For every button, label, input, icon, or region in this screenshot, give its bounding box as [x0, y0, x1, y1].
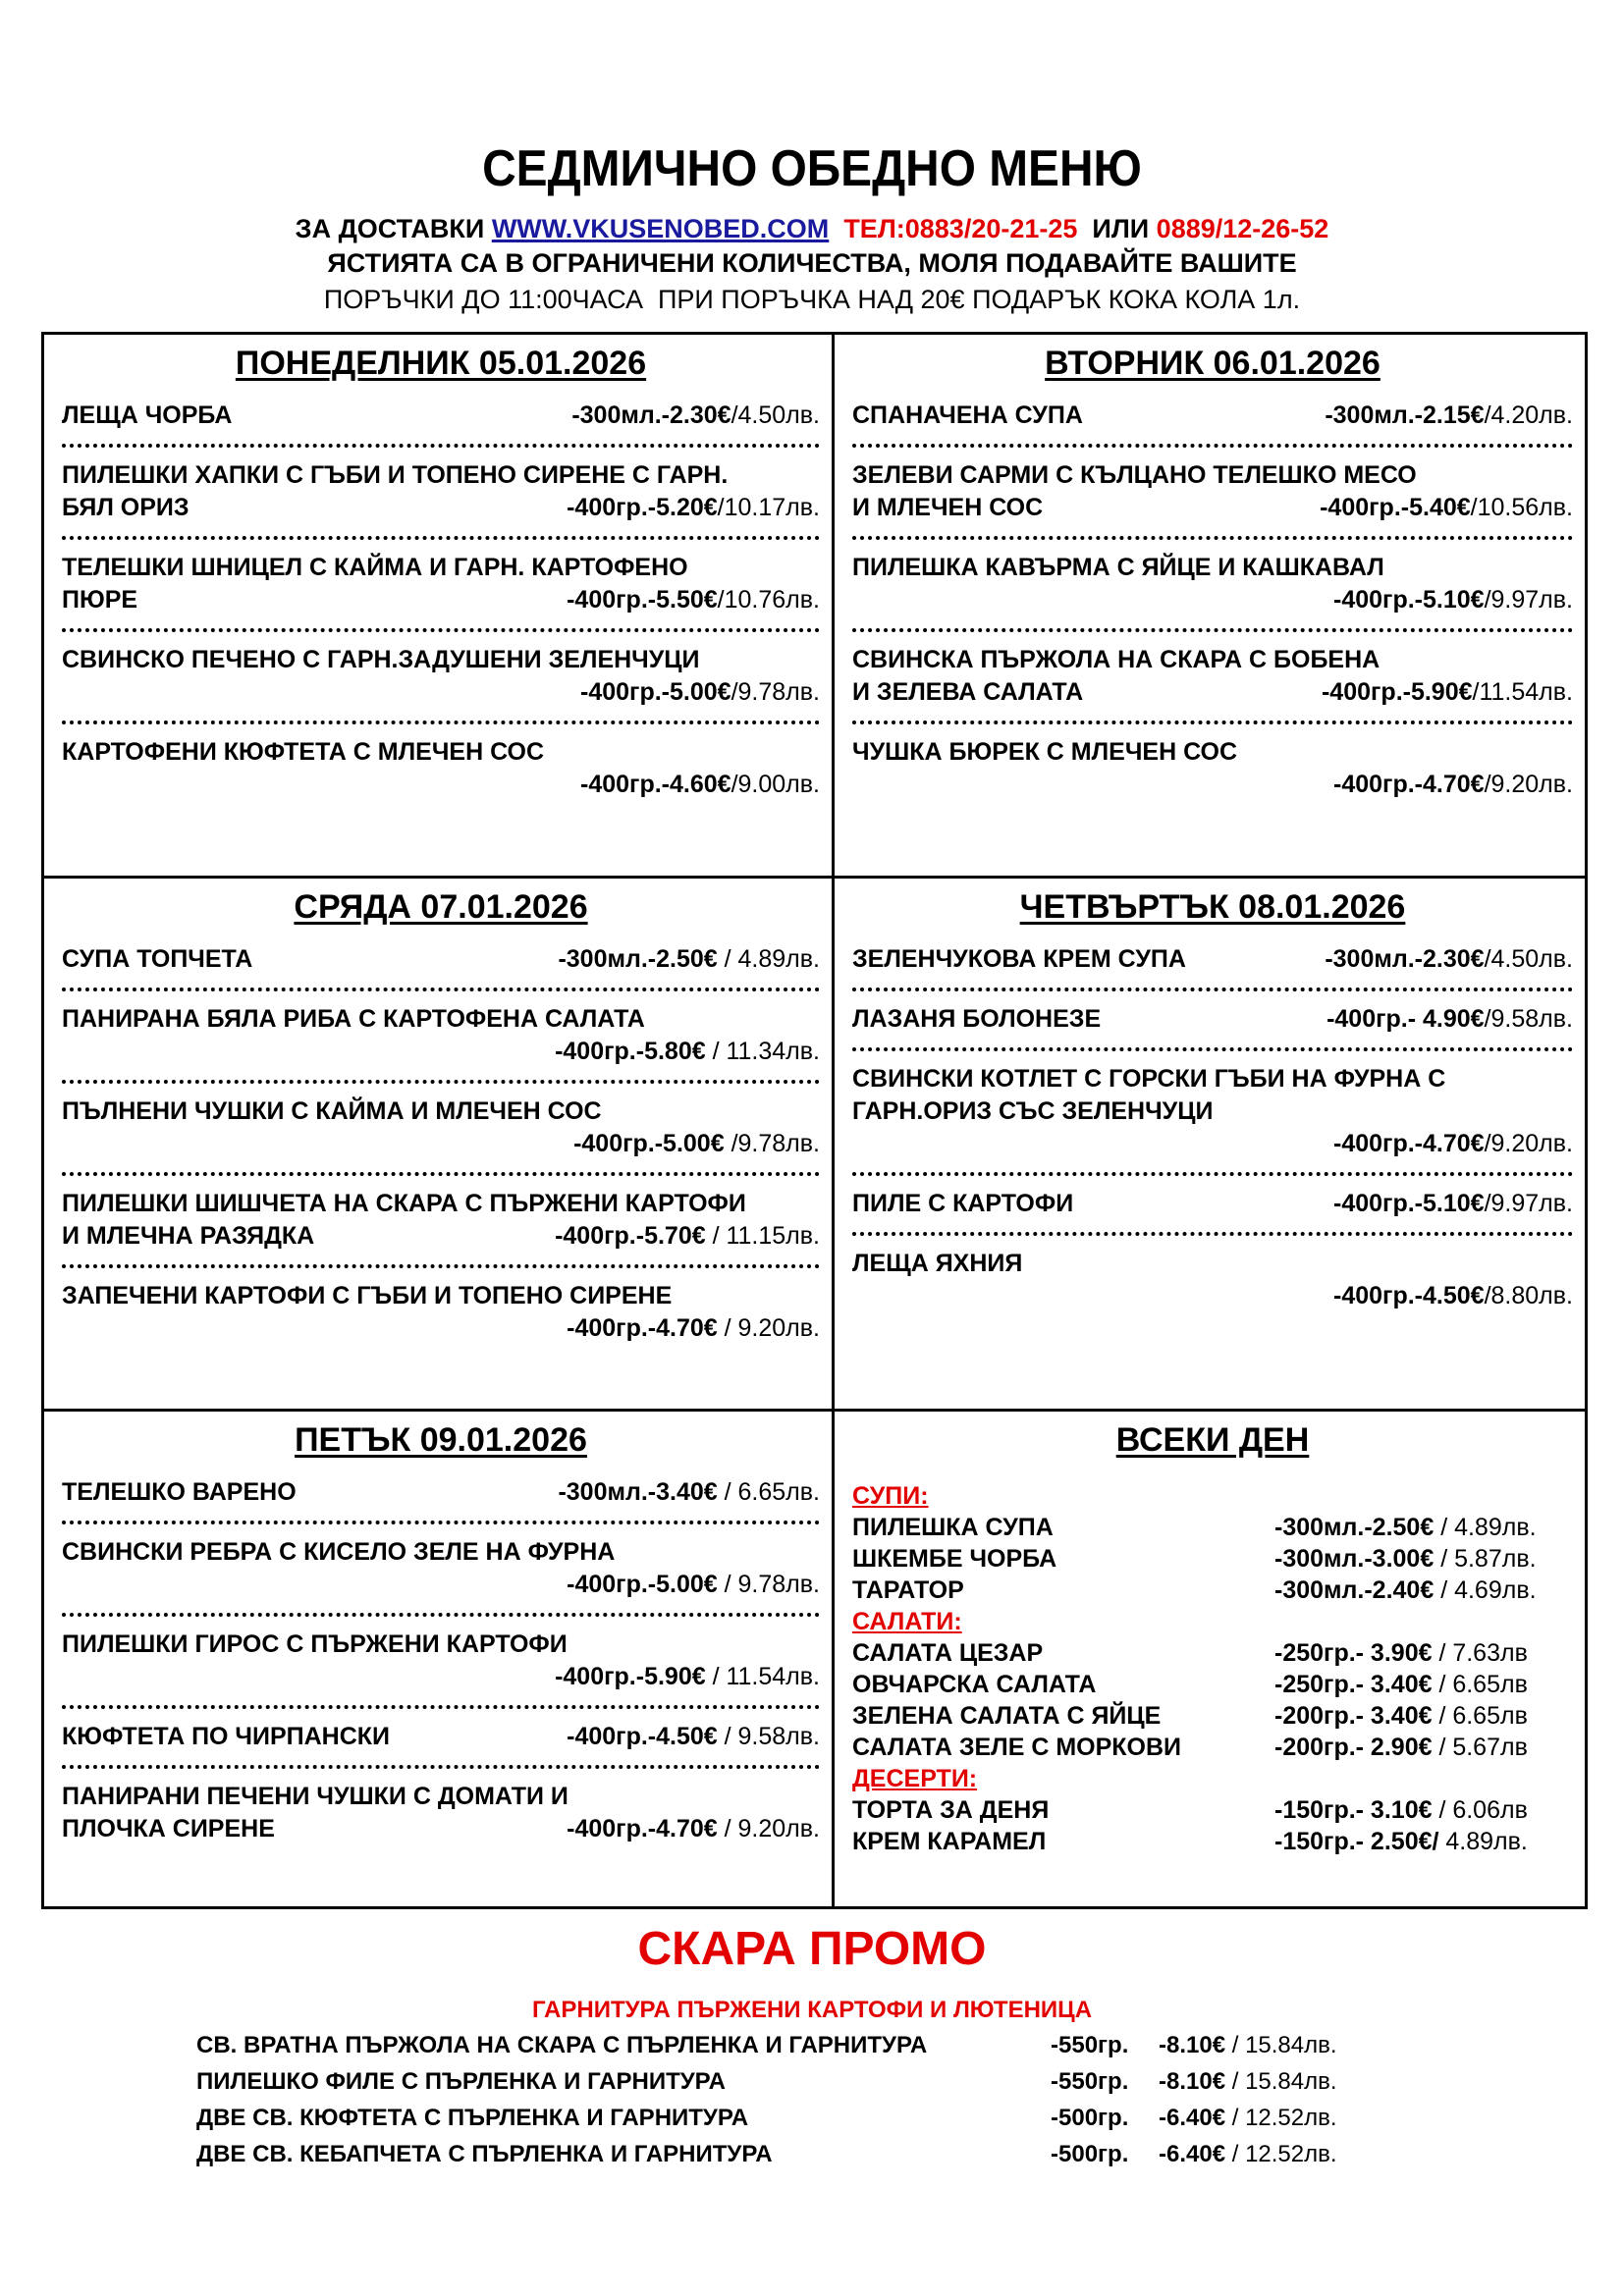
every-day-item — [852, 1794, 1573, 1826]
item-price — [1274, 1732, 1528, 1763]
price-euro: -150гр.- 3.10€ — [1274, 1796, 1433, 1824]
menu-item — [852, 943, 1573, 976]
menu-item — [62, 1095, 820, 1160]
item-line — [62, 1128, 820, 1160]
item-price — [1326, 1003, 1573, 1036]
every-day-list — [852, 1480, 1573, 1857]
item-name: СВИНСКО ПЕЧЕНО С ГАРН.ЗАДУШЕНИ ЗЕЛЕНЧУЦИ — [62, 646, 700, 673]
item-price — [555, 1661, 820, 1693]
dotted-separator — [852, 444, 1573, 448]
item-price — [1333, 584, 1573, 616]
menu-item — [852, 736, 1573, 801]
every-day-item — [852, 1512, 1573, 1543]
price-leva: /11.54лв. — [1472, 678, 1573, 706]
dotted-separator — [852, 988, 1573, 991]
menu-item — [62, 1536, 820, 1601]
item-name: ПЪЛНЕНИ ЧУШКИ С КАЙМА И МЛЕЧЕН СОС — [62, 1097, 602, 1125]
price-euro: -300мл.-2.50€ — [558, 945, 718, 973]
item-name: ТЕЛЕШКО ВАРЕНО — [62, 1478, 297, 1506]
promo-item-price — [1159, 2068, 1337, 2096]
item-name-cont: БЯЛ ОРИЗ — [62, 494, 189, 521]
dotted-separator — [852, 1172, 1573, 1176]
dotted-separator — [852, 536, 1573, 540]
day-items — [62, 943, 820, 1345]
price-euro: -300мл.-2.30€ — [1325, 945, 1485, 973]
day-title: ЧЕТВЪРТЪК 08.01.2026 — [1019, 888, 1406, 926]
item-line — [62, 1312, 820, 1345]
price-leva: / 9.20лв. — [717, 1314, 820, 1342]
price-leva: 4.89лв. — [1438, 1828, 1528, 1855]
item-line — [62, 1661, 820, 1693]
item-name: ЛЕЩА ЯХНИЯ — [852, 1250, 1023, 1277]
item-name: КРЕМ КАРАМЕЛ — [852, 1828, 1047, 1855]
promo-item-weight: -550гр. — [1051, 2032, 1129, 2058]
day-items — [852, 400, 1573, 801]
day-items — [62, 400, 820, 801]
promo-item-name: ДВЕ СВ. КЕБАПЧЕТА С ПЪРЛЕНКА И ГАРНИТУРА — [196, 2141, 773, 2167]
promo-title: СКАРА ПРОМО — [637, 1923, 987, 1975]
price-euro: -300мл.-2.50€ — [1274, 1514, 1435, 1541]
price-leva: / 9.78лв. — [717, 1571, 820, 1598]
item-price — [1274, 1637, 1528, 1669]
item-name: СВИНСКА ПЪРЖОЛА НА СКАРА С БОБЕНА — [852, 646, 1380, 673]
price-leva: /4.50лв. — [1484, 945, 1573, 973]
item-name: ЗАПЕЧЕНИ КАРТОФИ С ГЪБИ И ТОПЕНО СИРЕНЕ — [62, 1282, 673, 1309]
item-name: СВИНСКИ КОТЛЕТ С ГОРСКИ ГЪБИ НА ФУРНА С — [852, 1065, 1446, 1093]
menu-item — [852, 1003, 1573, 1036]
promo-item-price — [1159, 2141, 1337, 2168]
menu-item — [852, 1188, 1573, 1220]
promo-item — [196, 2032, 1473, 2059]
price-euro: -400гр.-5.10€ — [1333, 1190, 1485, 1217]
promo-item — [196, 2068, 1473, 2096]
item-price — [580, 769, 820, 801]
price-euro: -250гр.- 3.90€ — [1274, 1639, 1433, 1667]
price-leva: / 4.89лв. — [717, 945, 820, 973]
price-euro: -400гр.-4.60€ — [580, 771, 731, 798]
menu-item — [852, 1248, 1573, 1312]
menu-item — [852, 400, 1573, 432]
item-line — [62, 1721, 820, 1753]
dotted-separator — [62, 1705, 820, 1709]
dotted-separator — [62, 1264, 820, 1268]
or-label: ИЛИ — [1077, 214, 1157, 243]
promo-item-weight: -500гр. — [1051, 2141, 1129, 2167]
price-leva: / 4.69лв. — [1434, 1576, 1537, 1604]
promo-item-name: СВ. ВРАТНА ПЪРЖОЛА НА СКАРА С ПЪРЛЕНКА И ГАРНИТУРА — [196, 2032, 928, 2058]
price-leva: / 12.52лв. — [1225, 2141, 1337, 2167]
item-name: СВИНСКИ РЕБРА С КИСЕЛО ЗЕЛЕ НА ФУРНА — [62, 1538, 616, 1566]
item-name: ПИЛЕШКА КАВЪРМА С ЯЙЦЕ И КАШКАВАЛ — [852, 554, 1384, 581]
price-leva: /9.78лв. — [731, 678, 820, 706]
item-price — [1333, 1128, 1573, 1160]
item-name: ПИЛЕШКИ ГИРОС С ПЪРЖЕНИ КАРТОФИ — [62, 1630, 568, 1658]
item-name: СПАНАЧЕНА СУПА — [852, 401, 1083, 429]
item-name: КАРТОФЕНИ КЮФТЕТА С МЛЕЧЕН СОС — [62, 738, 545, 766]
price-euro: -6.40€ — [1159, 2105, 1226, 2131]
menu-item — [852, 644, 1573, 709]
dotted-separator — [62, 1765, 820, 1769]
promo-subtitle: ГАРНИТУРА ПЪРЖЕНИ КАРТОФИ И ЛЮТЕНИЦА — [531, 1997, 1093, 2023]
promo-item-weight: -500гр. — [1051, 2105, 1129, 2131]
price-euro: -150гр.- 2.50€/ — [1274, 1828, 1439, 1855]
category-label: ДЕСЕРТИ: — [852, 1765, 978, 1792]
menu-item — [62, 1003, 820, 1068]
price-euro: -400гр.-5.40€ — [1320, 494, 1471, 521]
price-leva: / 4.89лв. — [1434, 1514, 1537, 1541]
item-price — [555, 1220, 820, 1253]
item-line — [852, 1128, 1573, 1160]
item-price — [567, 1312, 820, 1345]
every-day-title: ВСЕКИ ДЕН — [1115, 1421, 1310, 1459]
price-leva: /10.17лв. — [717, 494, 820, 521]
price-euro: -400гр.-5.00€ — [573, 1130, 725, 1157]
notice-line-1: ЯСТИЯТА СА В ОГРАНИЧЕНИ КОЛИЧЕСТВА, МОЛЯ ПОДАВАЙТЕ ВАШИТЕ — [327, 248, 1297, 278]
item-price — [1274, 1575, 1537, 1606]
dotted-separator — [852, 1047, 1573, 1051]
dotted-separator — [62, 444, 820, 448]
price-euro: -300мл.-3.00€ — [1274, 1545, 1435, 1573]
menu-item — [62, 1721, 820, 1753]
dotted-separator — [62, 536, 820, 540]
price-euro: -400гр.- 4.90€ — [1326, 1005, 1485, 1033]
item-line — [62, 676, 820, 709]
item-name: ТОРТА ЗА ДЕНЯ — [852, 1796, 1050, 1824]
price-leva: /4.50лв. — [731, 401, 820, 429]
price-leva: / 5.67лв — [1432, 1734, 1528, 1761]
item-line — [852, 1188, 1573, 1220]
item-price — [558, 1476, 820, 1509]
price-euro: -300мл.-2.15€ — [1325, 401, 1485, 429]
dotted-separator — [62, 1172, 820, 1176]
item-name: ПАНИРАНИ ПЕЧЕНИ ЧУШКИ С ДОМАТИ И — [62, 1783, 568, 1810]
item-name: САЛАТА ЦЕЗАР — [852, 1639, 1044, 1667]
item-price — [1274, 1700, 1528, 1732]
item-price — [571, 400, 820, 432]
price-euro: -8.10€ — [1159, 2068, 1226, 2095]
price-leva: /9.97лв. — [1484, 586, 1573, 614]
dotted-separator — [852, 628, 1573, 632]
price-leva: /9.97лв. — [1484, 1190, 1573, 1217]
item-name: ШКЕМБЕ ЧОРБА — [852, 1545, 1057, 1573]
category-label: САЛАТИ: — [852, 1608, 962, 1635]
delivery-line — [0, 214, 1624, 244]
item-price — [558, 943, 820, 976]
item-name: САЛАТА ЗЕЛЕ С МОРКОВИ — [852, 1734, 1182, 1761]
price-euro: -400гр.-4.70€ — [1333, 1130, 1485, 1157]
item-name-cont: И МЛЕЧЕН СОС — [852, 494, 1044, 521]
price-leva: / 11.34лв. — [705, 1038, 820, 1065]
menu-item — [62, 943, 820, 976]
day-title: ПЕТЪК 09.01.2026 — [295, 1421, 587, 1459]
price-leva: /4.20лв. — [1484, 401, 1573, 429]
every-day-item — [852, 1575, 1573, 1606]
price-leva: / 7.63лв — [1432, 1639, 1528, 1667]
day-thursday — [835, 879, 1585, 1409]
day-title: СРЯДА 07.01.2026 — [294, 888, 588, 926]
menu-item — [62, 400, 820, 432]
item-line — [62, 492, 820, 524]
item-name: ПИЛЕШКИ ХАПКИ С ГЪБИ И ТОПЕНО СИРЕНЕ С ГАРН. — [62, 461, 729, 489]
menu-item — [62, 552, 820, 616]
every-day-item — [852, 1826, 1573, 1857]
phone-1[interactable]: ТЕЛ:0883/20-21-25 — [829, 214, 1078, 243]
menu-item — [62, 459, 820, 524]
item-name: ОВЧАРСКА САЛАТА — [852, 1671, 1097, 1698]
menu-item — [62, 1629, 820, 1693]
item-line — [852, 492, 1573, 524]
day-title: ВТОРНИК 06.01.2026 — [1045, 345, 1380, 382]
price-euro: -400гр.-5.90€ — [1321, 678, 1473, 706]
day-wednesday — [44, 879, 832, 1409]
price-euro: -400гр.-4.50€ — [1333, 1282, 1485, 1309]
promo-item — [196, 2141, 1473, 2168]
menu-item — [852, 552, 1573, 616]
item-line — [62, 584, 820, 616]
price-leva: / 9.58лв. — [717, 1723, 820, 1750]
price-leva: /9.00лв. — [731, 771, 820, 798]
item-line — [62, 1220, 820, 1253]
every-day-item — [852, 1669, 1573, 1700]
item-name: ПИЛЕ С КАРТОФИ — [852, 1190, 1074, 1217]
item-line — [62, 400, 820, 432]
price-euro: -400гр.-4.50€ — [567, 1723, 718, 1750]
item-line — [852, 676, 1573, 709]
price-euro: -250гр.- 3.40€ — [1274, 1671, 1433, 1698]
item-price — [567, 584, 820, 616]
item-price — [567, 1813, 820, 1845]
menu-item — [62, 1781, 820, 1845]
category-label: СУПИ: — [852, 1482, 929, 1510]
menu-item — [852, 1063, 1573, 1160]
every-day-item — [852, 1700, 1573, 1732]
price-euro: -6.40€ — [1159, 2141, 1226, 2167]
item-price — [1322, 676, 1573, 709]
menu-item — [62, 1280, 820, 1345]
menu-item — [62, 1188, 820, 1253]
price-euro: -200гр.- 3.40€ — [1274, 1702, 1433, 1730]
price-euro: -400гр.-5.00€ — [580, 678, 731, 706]
item-name-cont: И ЗЕЛЕВА САЛАТА — [852, 678, 1084, 706]
price-leva: / 15.84лв. — [1225, 2068, 1337, 2095]
price-leva: /8.80лв. — [1484, 1282, 1573, 1309]
item-name: ЗЕЛЕВИ САРМИ С КЪЛЦАНО ТЕЛЕШКО МЕСО — [852, 461, 1417, 489]
item-name-cont: ГАРН.ОРИЗ СЪС ЗЕЛЕНЧУЦИ — [852, 1097, 1214, 1125]
promo-item-price — [1159, 2032, 1337, 2059]
item-price — [1333, 1280, 1573, 1312]
price-leva: /9.78лв. — [724, 1130, 820, 1157]
price-euro: -300мл.-3.40€ — [558, 1478, 718, 1506]
item-price — [555, 1036, 820, 1068]
price-leva: / 11.54лв. — [705, 1663, 820, 1690]
promo-item — [196, 2105, 1473, 2132]
item-line — [852, 1003, 1573, 1036]
item-line — [852, 769, 1573, 801]
dotted-separator — [852, 1232, 1573, 1236]
dotted-separator — [62, 721, 820, 724]
price-leva: / 9.20лв. — [717, 1815, 820, 1842]
item-line — [852, 943, 1573, 976]
item-name: СУПА ТОПЧЕТА — [62, 945, 253, 973]
price-leva: /9.58лв. — [1484, 1005, 1573, 1033]
promo-item-name: ПИЛЕШКО ФИЛЕ С ПЪРЛЕНКА И ГАРНИТУРА — [196, 2068, 726, 2095]
price-leva: / 11.15лв. — [705, 1222, 820, 1250]
dotted-separator — [852, 721, 1573, 724]
page-title: СЕДМИЧНО ОБЕДНО МЕНЮ — [482, 140, 1142, 197]
promo-item-price — [1159, 2105, 1337, 2132]
price-leva: / 15.84лв. — [1225, 2032, 1337, 2058]
price-euro: -400гр.-5.80€ — [555, 1038, 706, 1065]
item-price — [1333, 769, 1573, 801]
dotted-separator — [62, 1080, 820, 1084]
price-euro: -400гр.-5.20€ — [567, 494, 718, 521]
item-name: ТЕЛЕШКИ ШНИЦЕЛ С КАЙМА И ГАРН. КАРТОФЕНО — [62, 554, 688, 581]
price-euro: -400гр.-5.50€ — [567, 586, 718, 614]
price-euro: -300мл.-2.30€ — [571, 401, 731, 429]
every-day-item — [852, 1637, 1573, 1669]
price-euro: -400гр.-4.70€ — [567, 1314, 718, 1342]
item-line — [62, 943, 820, 976]
price-leva: / 6.65лв — [1432, 1702, 1528, 1730]
item-price — [1274, 1543, 1537, 1575]
item-price — [1274, 1512, 1537, 1543]
item-price — [1333, 1188, 1573, 1220]
item-price — [567, 492, 820, 524]
item-price — [1274, 1826, 1528, 1857]
price-euro: -400гр.-4.70€ — [567, 1815, 718, 1842]
item-price — [567, 1721, 820, 1753]
day-monday — [44, 335, 832, 876]
dotted-separator — [62, 1521, 820, 1524]
price-leva: / 12.52лв. — [1225, 2105, 1337, 2131]
notice-line-2: ПОРЪЧКИ ДО 11:00ЧАСА ПРИ ПОРЪЧКА НАД 20€ ПОДАРЪК КОКА КОЛА 1л. — [323, 285, 1301, 314]
price-euro: -400гр.-5.70€ — [555, 1222, 706, 1250]
item-price — [1325, 943, 1573, 976]
day-items — [852, 943, 1573, 1312]
item-price — [1325, 400, 1573, 432]
item-name-cont: И МЛЕЧНА РАЗЯДКА — [62, 1222, 315, 1250]
price-euro: -400гр.-5.90€ — [555, 1663, 706, 1690]
item-name: ЛАЗАНЯ БОЛОНЕЗЕ — [852, 1005, 1102, 1033]
price-euro: -200гр.- 2.90€ — [1274, 1734, 1433, 1761]
item-line — [852, 1280, 1573, 1312]
price-leva: / 6.65лв — [1432, 1671, 1528, 1698]
item-price — [1274, 1669, 1528, 1700]
menu-item — [852, 459, 1573, 524]
item-name: ЧУШКА БЮРЕК С МЛЕЧЕН СОС — [852, 738, 1238, 766]
price-leva: /9.20лв. — [1484, 1130, 1573, 1157]
every-day-item — [852, 1732, 1573, 1763]
price-leva: /10.76лв. — [717, 586, 820, 614]
item-line — [852, 584, 1573, 616]
price-leva: / 6.06лв — [1432, 1796, 1528, 1824]
item-price — [1320, 492, 1573, 524]
item-line — [62, 1036, 820, 1068]
website-link[interactable]: WWW.VKUSENOBED.COM — [491, 214, 830, 243]
delivery-label: ЗА ДОСТАВКИ — [295, 214, 492, 243]
item-price — [580, 676, 820, 709]
day-friday — [44, 1412, 832, 1906]
item-line — [62, 769, 820, 801]
item-line — [62, 1813, 820, 1845]
menu-item — [62, 1476, 820, 1509]
day-title: ПОНЕДЕЛНИК 05.01.2026 — [235, 345, 647, 382]
item-name-cont: ПЮРЕ — [62, 586, 138, 614]
price-euro: -400гр.-4.70€ — [1333, 771, 1485, 798]
item-line — [852, 400, 1573, 432]
price-leva: /10.56лв. — [1470, 494, 1573, 521]
price-leva: /9.20лв. — [1484, 771, 1573, 798]
day-tuesday — [835, 335, 1585, 876]
item-name: КЮФТЕТА ПО ЧИРПАНСКИ — [62, 1723, 390, 1750]
item-price — [573, 1128, 820, 1160]
item-line — [62, 1569, 820, 1601]
price-leva: / 6.65лв. — [717, 1478, 820, 1506]
item-name-cont: ПЛОЧКА СИРЕНЕ — [62, 1815, 275, 1842]
price-euro: -8.10€ — [1159, 2032, 1226, 2058]
dotted-separator — [62, 988, 820, 991]
item-price — [567, 1569, 820, 1601]
every-day-section — [835, 1412, 1585, 1906]
item-name: ЗЕЛЕНА САЛАТА С ЯЙЦЕ — [852, 1702, 1162, 1730]
price-euro: -400гр.-5.00€ — [567, 1571, 718, 1598]
promo-item-name: ДВЕ СВ. КЮФТЕТА С ПЪРЛЕНКА И ГАРНИТУРА — [196, 2105, 749, 2131]
menu-item — [62, 644, 820, 709]
price-euro: -400гр.-5.10€ — [1333, 586, 1485, 614]
dotted-separator — [62, 1613, 820, 1617]
phone-2[interactable]: 0889/12-26-52 — [1156, 214, 1329, 243]
item-name: ПИЛЕШКА СУПА — [852, 1514, 1054, 1541]
item-name: ПАНИРАНА БЯЛА РИБА С КАРТОФЕНА САЛАТА — [62, 1005, 645, 1033]
item-line — [62, 1476, 820, 1509]
price-euro: -300мл.-2.40€ — [1274, 1576, 1435, 1604]
item-name: ТАРАТОР — [852, 1576, 964, 1604]
day-items — [62, 1476, 820, 1845]
price-leva: / 5.87лв. — [1434, 1545, 1537, 1573]
item-name: ПИЛЕШКИ ШИШЧЕТА НА СКАРА С ПЪРЖЕНИ КАРТОФИ — [62, 1190, 746, 1217]
dotted-separator — [62, 628, 820, 632]
item-price — [1274, 1794, 1528, 1826]
menu-item — [62, 736, 820, 801]
item-name: ЛЕЩА ЧОРБА — [62, 401, 233, 429]
every-day-item — [852, 1543, 1573, 1575]
promo-item-weight: -550гр. — [1051, 2068, 1129, 2095]
item-name: ЗЕЛЕНЧУКОВА КРЕМ СУПА — [852, 945, 1186, 973]
